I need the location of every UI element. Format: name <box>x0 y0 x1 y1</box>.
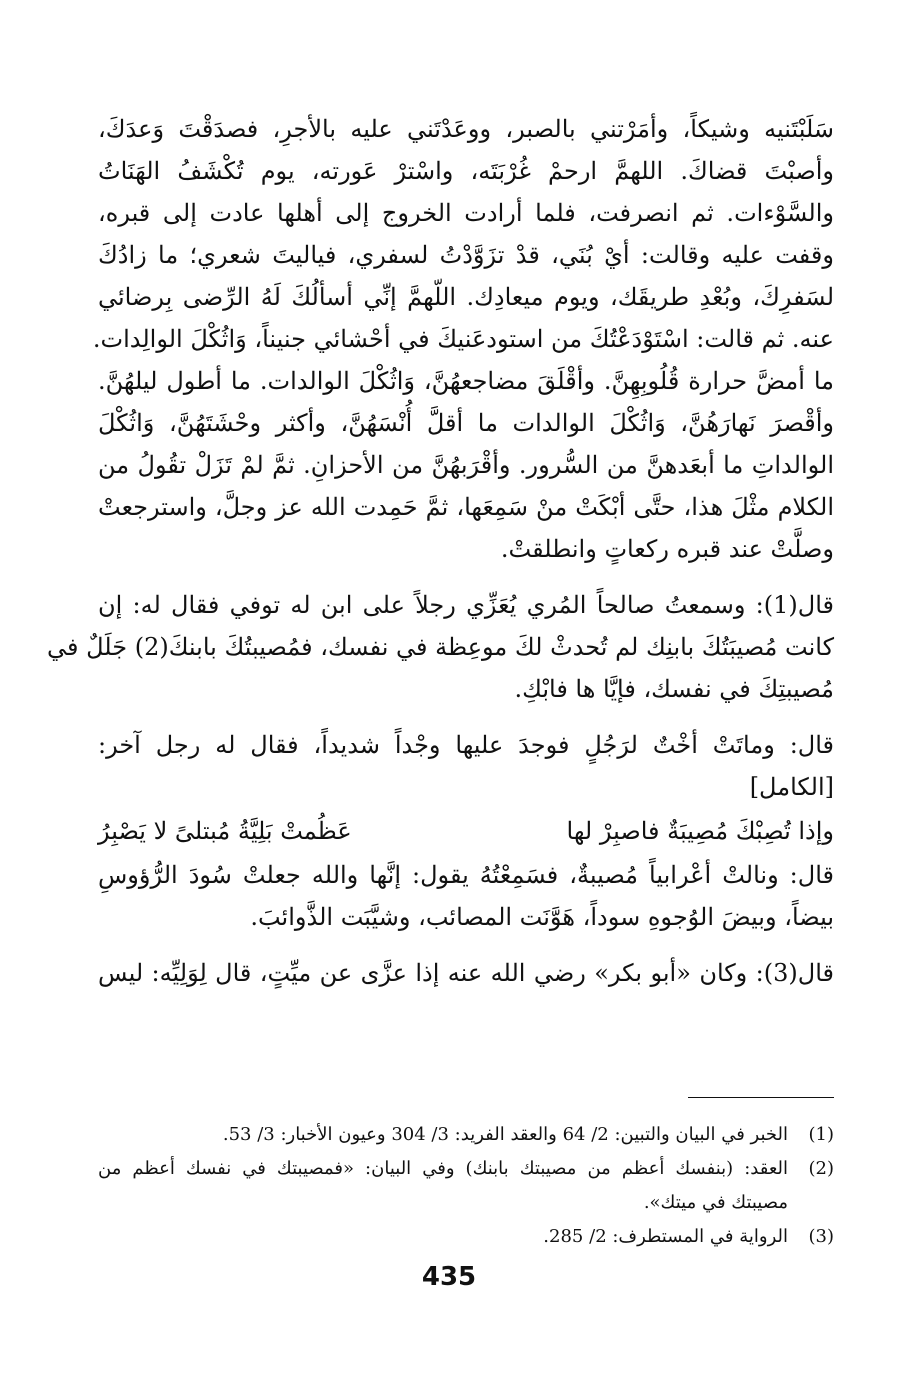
text-line: قال: وماتَتْ أخْتٌ لرَجُلٍ فوجدَ عليها وجْداً شديداً، فقال له رجل آخر: <box>98 731 834 759</box>
footnote-divider <box>688 1097 834 1098</box>
meter-label: [الكامل] <box>749 773 834 801</box>
footnote-line: العقد: (بنفسك أعظم من مصيبتك بابنك) وفي البيان: «فمصيبتك في نفسك أعظم من <box>98 1158 788 1179</box>
paragraph <box>47 584 834 710</box>
text-line: سَلَبْتَنيه وشيكاً، وأمَرْتني بالصبر، ووعَدْتَني عليه بالأجرِ، فصدَقْتَ وَعدَكَ، <box>98 115 834 143</box>
footnote-text <box>98 1152 788 1220</box>
footnote-number: (2) <box>808 1158 834 1179</box>
text-line: وصلَّتْ عند قبره ركعاتٍ وانطلقتْ. <box>500 535 834 563</box>
footnote-line: الخبر في البيان والتبين: 2/ 64 والعقد الفريد: 3/ 304 وعيون الأخبار: 3/ 53. <box>222 1124 788 1145</box>
paragraph <box>98 724 834 808</box>
text-line: والسَّوْءات. ثم انصرفت، فلما أرادت الخروج إلى أهلها عادت إلى قبره، <box>98 199 834 227</box>
footnote-number: (3) <box>808 1226 834 1247</box>
footnote-text <box>98 1220 788 1254</box>
footnote <box>98 1152 834 1220</box>
paragraph <box>98 854 834 938</box>
footnote <box>98 1220 834 1254</box>
verse-first-hemistich: وإذا تُصِبْكَ مُصِيبَةٌ فاصبِرْ لها <box>566 817 834 845</box>
verse-second-hemistich: عَظُمتْ بَلِيَّةُ مُبتلىً لا يَصْبِرُ <box>98 817 352 845</box>
text-line: الوالداتِ ما أبعَدهنَّ من السُّرور. وأقْرَبهُنَّ من الأحزانِ. ثمَّ لمْ تَزَلْ تقُولُ من <box>98 451 834 479</box>
text-line: بيضاً، وبيضَ الوُجوهِ سوداً، هَوَّنَت المصائب، وشيَّبَت الذَّوائبَ. <box>250 903 834 931</box>
text-line: قال(3): وكان «أبو بكر» رضي الله عنه إذا عزَّى عن ميِّتٍ، قال لِوَلِيِّه: ليس <box>98 959 834 987</box>
text-line: ما أمضَّ حرارة قُلُوبِهِنَّ. وأقْلَقَ مضاجعهُنَّ، وَاثُكْلَ الوالدات. ما أطول ليلهُنَّ. <box>98 367 834 395</box>
main-text <box>47 108 835 994</box>
text-line: مُصيبتِكَ في نفسك، فإيَّا ها فابْكِ. <box>514 675 834 703</box>
text-line: قال: ونالتْ أعْرابياً مُصيبةٌ، فسَمِعْتُهُ يقول: إنَّها والله جعلتْ سُودَ الرُّؤوسِ <box>98 861 834 889</box>
text-line: وقفت عليه وقالت: أيْ بُنَي، قدْ تزَوَّدْتُ لسفري، فياليتَ شعري؛ ما زادُكَ <box>98 241 834 269</box>
footnotes <box>98 1118 834 1254</box>
text-line: لسَفرِكَ، وبُعْدِ طريقَك، ويوم ميعادِك. اللّهمَّ إنِّي أسألُكَ لَهُ الرِّضى بِرضائي <box>98 283 835 311</box>
text-line: وأقْصرَ نَهارَهُنَّ، وَاثُكْلَ الوالدات ما أقلَّ أُنْسَهُنَّ، وأكثر وحْشَتَهُنَّ، وَاثُكْلَ <box>98 409 835 437</box>
footnote-line: مصيبتك في ميتك». <box>643 1192 788 1213</box>
poem-verse <box>98 808 834 854</box>
footnote <box>98 1118 834 1152</box>
paragraph <box>92 108 835 570</box>
text-line: قال(1): وسمعتُ صالحاً المُري يُعَزِّي رجلاً على ابن له توفي فقال له: إن <box>98 591 834 619</box>
paragraph <box>98 952 834 994</box>
page-number: 435 <box>421 1262 477 1292</box>
text-line: وأصبْتَ قضاكَ. اللهمَّ ارحمْ غُرْبَتَه، واسْترْ عَورته، يوم تُكْشَفُ الهَنَاتُ <box>98 157 834 185</box>
footnote-line: الرواية في المستطرف: 2/ 285. <box>543 1226 788 1247</box>
text-line: الكلام مثْلَ هذا، حتَّى أبْكَتْ منْ سَمِعَها، ثمَّ حَمِدت الله عز وجلَّ، واسترجعتْ <box>98 493 834 521</box>
text-line: عنه. ثم قالت: اسْتَوْدَعْتُكَ من استودعَنيكَ في أحْشائي جنيناً، وَاثُكْلَ الوالِدات. <box>92 325 834 353</box>
footnote-text <box>98 1118 788 1152</box>
footnote-number: (1) <box>808 1124 834 1145</box>
text-line: كانت مُصيبَتُكَ بابنِك لم تُحدثْ لكَ موعِظة في نفسك، فمُصيبتُكَ بابنكَ(2) جَلَلٌ في <box>47 633 834 661</box>
